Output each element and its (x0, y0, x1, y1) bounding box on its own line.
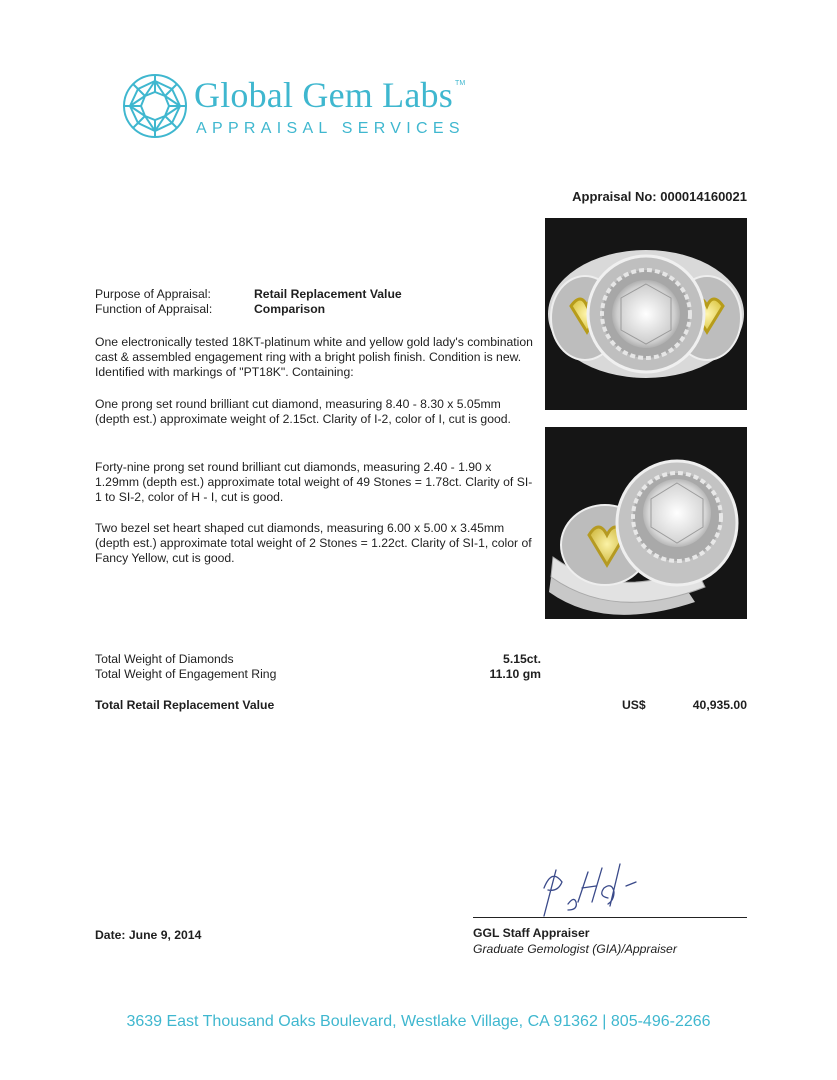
ring-photo-angled-view (545, 427, 747, 619)
retail-value-amount: 40,935.00 (692, 698, 747, 712)
ring-top-illustration (545, 218, 747, 410)
signature-line (473, 917, 747, 918)
footer-address: 3639 East Thousand Oaks Boulevard, Westlake Village, CA 91362 | 805-496-2266 (126, 1013, 711, 1030)
center-stone-description: One prong set round brilliant cut diamond, measuring 8.40 - 8.30 x 5.05mm (depth est.) approximate weight of 2.15ct. Clarity of I-2, color of I, cut is good. (95, 397, 511, 426)
brand-tagline: APPRAISAL SERVICES (196, 120, 465, 137)
total-retail-value-label: Total Retail Replacement Value (95, 698, 275, 712)
purpose-label: Purpose of Appraisal: (95, 287, 211, 301)
signer-name: GGL Staff Appraiser (473, 926, 590, 940)
function-label: Function of Appraisal: (95, 302, 213, 316)
total-diamond-weight-value: 5.15ct. (503, 652, 541, 666)
signer-title: Graduate Gemologist (GIA)/Appraiser (473, 942, 677, 956)
retail-value-currency: US$ (622, 698, 646, 712)
heart-diamonds-description: Two bezel set heart shaped cut diamonds, measuring 6.00 x 5.00 x 3.45mm (depth est.) approximate total weight of 2 Stones = 1.22ct. Clarity of SI-1, color of Fancy Yellow, cut is good. (95, 521, 532, 565)
appraiser-signature (530, 858, 640, 918)
total-ring-weight-value: 11.10 gm (489, 667, 541, 681)
ring-description: One electronically tested 18KT-platinum white and yellow gold lady's combination cast & assembled engagement ring with a bright polish finish. Condition is new. Identified with markings of "PT18K". Containing: (95, 335, 533, 379)
total-diamond-weight-label: Total Weight of Diamonds (95, 652, 234, 666)
ring-angled-illustration (545, 427, 747, 619)
ring-photo-top-view (545, 218, 747, 410)
function-value: Comparison (254, 302, 326, 316)
diamond-outline-icon (121, 72, 189, 140)
brand-name: Global Gem Labs ™ (194, 75, 466, 115)
melee-diamonds-description: Forty-nine prong set round brilliant cut diamonds, measuring 2.40 - 1.90 x 1.29mm (depth est.) approximate total weight of 49 Stones = 1.78ct. Clarity of SI-1 to SI-2, color of H - I, cut is good. (95, 460, 533, 504)
appraisal-number: Appraisal No: 000014160021 (572, 189, 747, 204)
purpose-value: Retail Replacement Value (254, 287, 402, 301)
trademark: TM (454, 80, 466, 87)
appraisal-date: Date: June 9, 2014 (95, 928, 202, 942)
total-ring-weight-label: Total Weight of Engagement Ring (95, 667, 277, 681)
